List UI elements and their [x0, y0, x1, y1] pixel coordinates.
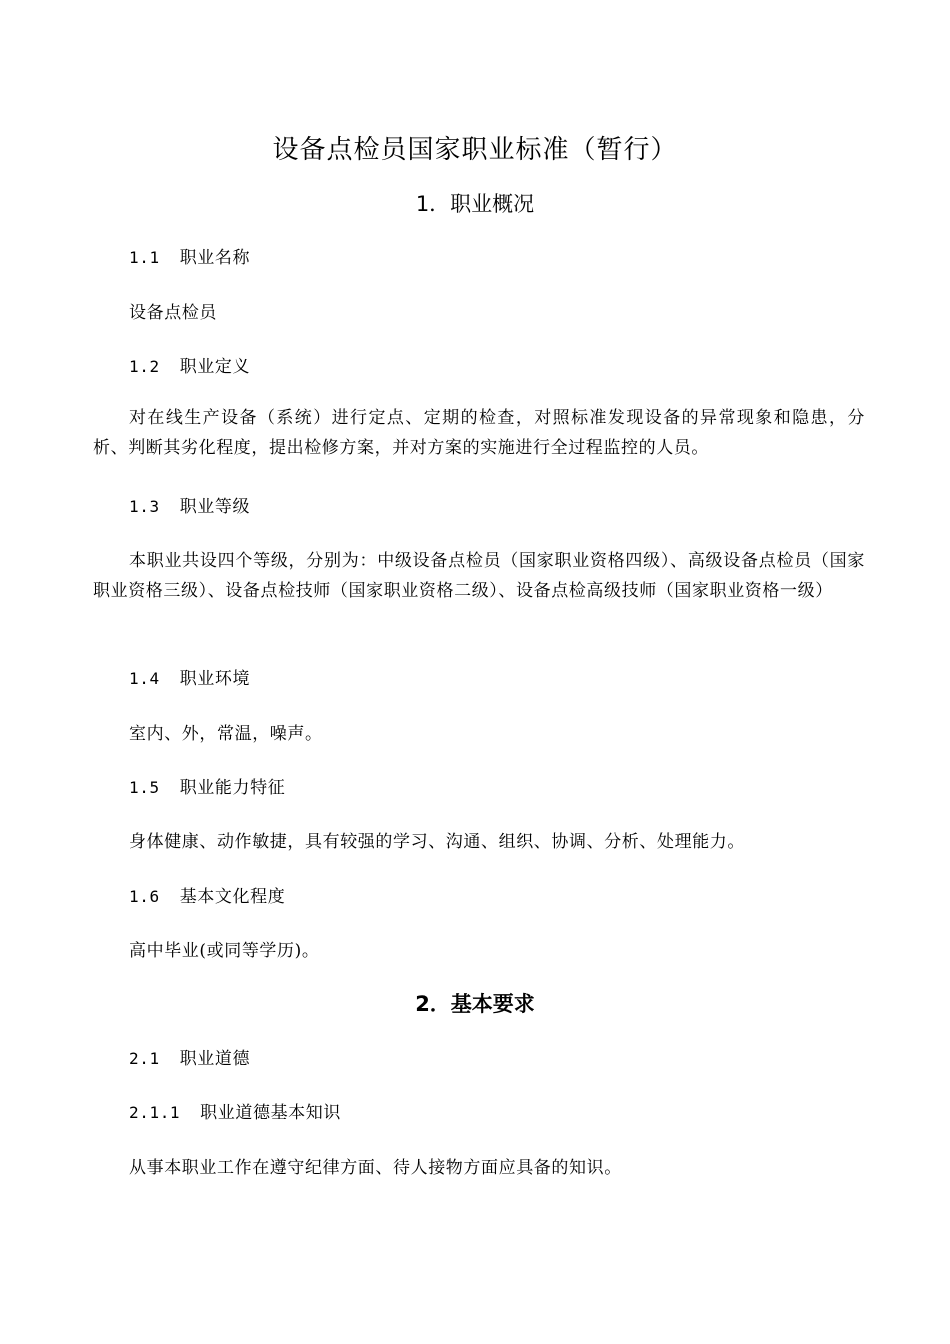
- item-heading-1-6: [129, 885, 285, 909]
- item-number: 1.1: [129, 248, 160, 267]
- item-body-1-1: 设备点检员: [129, 303, 217, 323]
- item-heading-1-2: [129, 355, 250, 379]
- item-number: 1.6: [129, 887, 160, 906]
- item-label: 职业环境: [179, 669, 251, 689]
- item-label: 职业道德: [179, 1049, 251, 1069]
- section-heading-1: 1．职业概况: [415, 192, 535, 216]
- item-body-1-2: 对在线生产设备（系统）进行定点、定期的检查，对照标准发现设备的异常现象和隐患，分析、判断其劣化程度，提出检修方案，并对方案的实施进行全过程监控的人员。: [93, 408, 865, 458]
- item-label: 职业道德基本知识: [200, 1103, 341, 1123]
- item-label: 职业等级: [179, 497, 251, 517]
- item-label: 职业能力特征: [179, 778, 286, 798]
- item-number: 2.1.1: [129, 1103, 181, 1122]
- item-number: 2.1: [129, 1049, 160, 1068]
- item-label: 职业定义: [179, 357, 251, 377]
- item-number: 1.2: [129, 357, 160, 376]
- section-heading-2: 2．基本要求: [415, 992, 535, 1016]
- item-number: 1.4: [129, 669, 160, 688]
- item-body-1-4: 室内、外，常温，噪声。: [129, 724, 323, 744]
- item-number: 1.5: [129, 778, 160, 797]
- item-label: 职业名称: [179, 248, 251, 268]
- item-label: 基本文化程度: [179, 887, 286, 907]
- item-body-1-5: 身体健康、动作敏捷，具有较强的学习、沟通、组织、协调、分析、处理能力。: [129, 832, 745, 852]
- item-number: 1.3: [129, 497, 160, 516]
- document-title: 设备点检员国家职业标准（暂行）: [272, 135, 678, 165]
- item-heading-1-5: [129, 776, 285, 800]
- item-heading-2-1-1: [129, 1101, 341, 1125]
- item-heading-1-4: [129, 667, 250, 691]
- item-body-1-6: 高中毕业(或同等学历)。: [129, 941, 320, 961]
- item-heading-2-1: [129, 1047, 250, 1071]
- item-heading-1-3: [129, 495, 250, 519]
- item-body-1-3: 本职业共设四个等级，分别为：中级设备点检员（国家职业资格四级）、高级设备点检员（国家职业资格三级）、设备点检技师（国家职业资格二级）、设备点检高级技师（国家职业资格一级）: [93, 551, 865, 601]
- item-body-2-1-1: 从事本职业工作在遵守纪律方面、待人接物方面应具备的知识。: [129, 1158, 622, 1178]
- item-heading-1-1: [129, 246, 250, 270]
